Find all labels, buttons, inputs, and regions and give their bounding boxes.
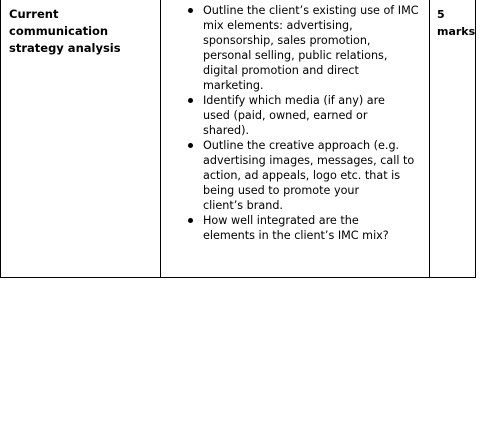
requirement-line: Outline the client’s existing use of IMC	[203, 4, 419, 17]
requirement-line: client’s brand.	[203, 199, 283, 212]
marks-unit: marks	[437, 25, 476, 38]
requirement-line: personal selling, public relations,	[203, 49, 388, 62]
marks-value: 5	[437, 8, 445, 21]
requirement-line: advertising images, messages, call to	[203, 154, 415, 167]
bullet-icon	[188, 98, 193, 103]
column-divider	[160, 0, 161, 277]
requirement-line: How well integrated are the	[203, 214, 359, 227]
requirement-line: action, ad appeals, logo etc. that is	[203, 169, 401, 182]
requirement-line: marketing.	[203, 79, 264, 92]
requirement-item	[167, 213, 423, 243]
requirement-line: Identify which media (if any) are	[203, 94, 385, 107]
requirement-line: being used to promote your	[203, 184, 360, 197]
requirement-line: Outline the creative approach (e.g.	[203, 139, 400, 152]
bullet-icon	[188, 8, 193, 13]
requirement-line: shared).	[203, 124, 250, 137]
description-cell	[167, 3, 423, 243]
requirement-line: used (paid, owned, earned or	[203, 109, 368, 122]
requirement-item	[167, 93, 423, 138]
criterion-title-line: Current communication	[9, 7, 109, 38]
criterion-title-line: strategy analysis	[9, 41, 121, 55]
requirement-line: mix elements: advertising,	[203, 19, 353, 32]
requirement-line: elements in the client’s IMC mix?	[203, 229, 389, 242]
requirement-item	[167, 138, 423, 213]
bullet-icon	[188, 218, 193, 223]
criterion-cell	[9, 6, 159, 57]
column-divider	[429, 0, 430, 277]
bullet-icon	[188, 143, 193, 148]
requirements-list	[167, 3, 423, 243]
requirement-line: sponsorship, sales promotion,	[203, 34, 371, 47]
requirement-item	[167, 3, 423, 93]
requirement-line: digital promotion and direct	[203, 64, 359, 77]
marks-cell	[437, 6, 476, 40]
